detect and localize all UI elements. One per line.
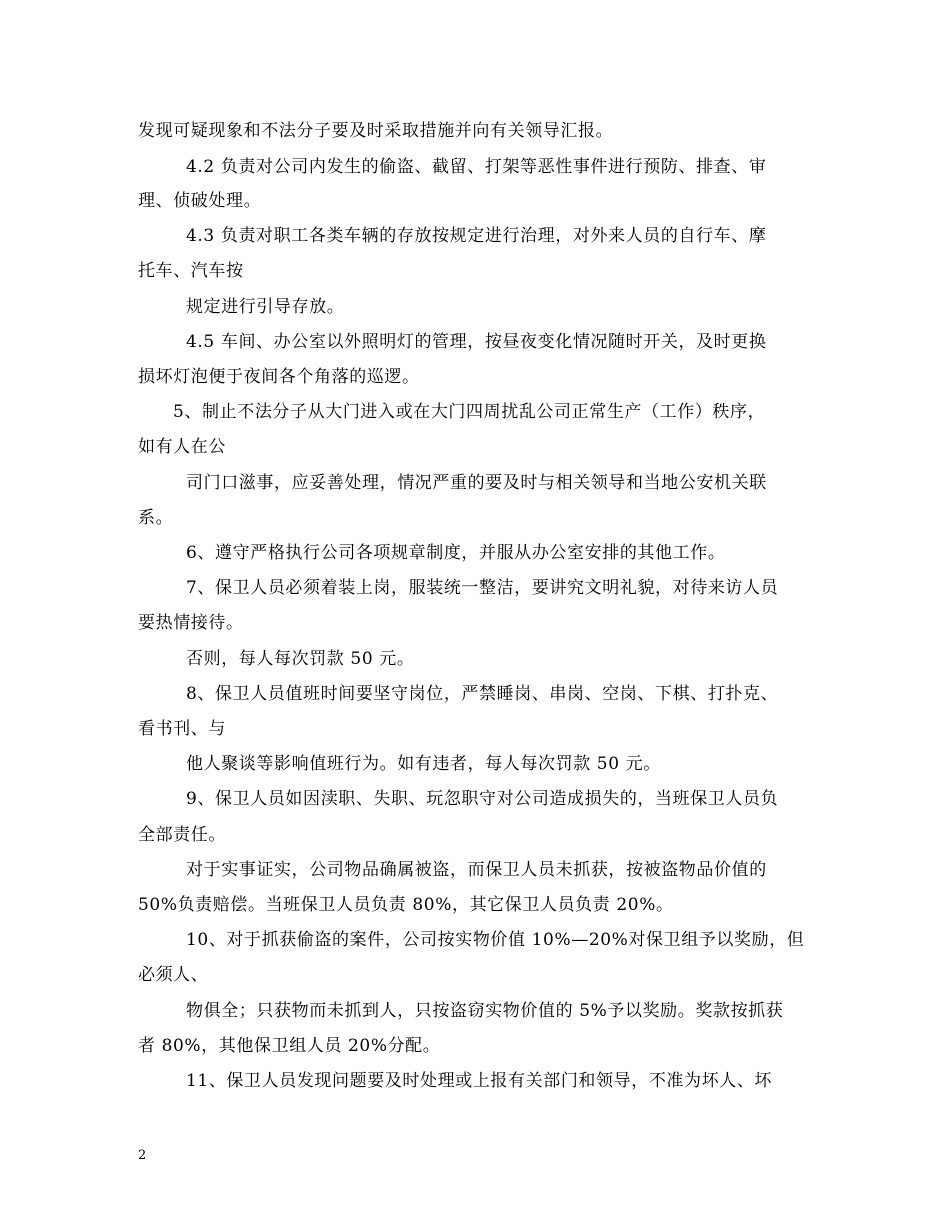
text-line: 规定进行引导存放。 [186, 297, 345, 317]
text-line: 10、对于抓获偷盗的案件，公司按实物价值 10%—20%对保卫组予以奖励，但 [186, 930, 805, 950]
text-line: 否则，每人每次罚款 50 元。 [186, 649, 415, 669]
text-line: 8、保卫人员值班时间要坚守岗位，严禁睡岗、串岗、空岗、下棋、打扑克、 [186, 684, 779, 704]
text-line: 50%负责赔偿。当班保卫人员负责 80%，其它保卫人员负责 20%。 [138, 895, 674, 915]
text-line: 全部责任。 [138, 825, 226, 845]
text-line: 11、保卫人员发现问题要及时处理或上报有关部门和领导，不准为坏人、坏 [186, 1071, 773, 1091]
text-line: 对于实事证实，公司物品确属被盗，而保卫人员未抓获，按被盗物品价值的 [186, 860, 767, 880]
text-line: 5、制止不法分子从大门进入或在大门四周扰乱公司正常生产（工作）秩序， [173, 402, 766, 422]
text-line: 9、保卫人员如因渎职、失职、玩忽职守对公司造成损失的，当班保卫人员负 [186, 789, 779, 809]
text-line: 系。 [138, 508, 174, 528]
text-line: 损坏灯泡便于夜间各个角落的巡逻。 [138, 367, 420, 387]
text-line: 物俱全；只获物而未抓到人，只按盗窃实物价值的 5%予以奖励。奖款按抓获 [186, 1001, 784, 1021]
page-number: 2 [138, 1148, 147, 1163]
text-line: 看书刊、与 [138, 719, 226, 739]
text-line: 6、遵守严格执行公司各项规章制度，并服从办公室安排的其他工作。 [186, 543, 726, 563]
text-line: 必须人、 [138, 965, 209, 985]
text-line: 托车、汽车按 [138, 261, 244, 281]
text-line: 要热情接待。 [138, 613, 244, 633]
text-line: 他人聚谈等影响值班行为。如有违者，每人每次罚款 50 元。 [186, 754, 661, 774]
text-line: 4.2 负责对公司内发生的偷盗、截留、打架等恶性事件进行预防、排查、审 [186, 157, 767, 177]
text-line: 理、侦破处理。 [138, 191, 262, 211]
text-line: 4.5 车间、办公室以外照明灯的管理，按昼夜变化情况随时开关，及时更换 [186, 332, 767, 352]
text-line: 发现可疑现象和不法分子要及时采取措施并向有关领导汇报。 [138, 121, 614, 141]
text-line: 如有人在公 [138, 437, 226, 457]
text-line: 7、保卫人员必须着装上岗，服装统一整洁，要讲究文明礼貌，对待来访人员 [186, 578, 779, 598]
text-line: 4.3 负责对职工各类车辆的存放按规定进行治理，对外来人员的自行车、摩 [186, 226, 767, 246]
text-line: 者 80%，其他保卫组人员 20%分配。 [138, 1036, 441, 1056]
text-line: 司门口滋事，应妥善处理，情况严重的要及时与相关领导和当地公安机关联 [186, 473, 767, 493]
